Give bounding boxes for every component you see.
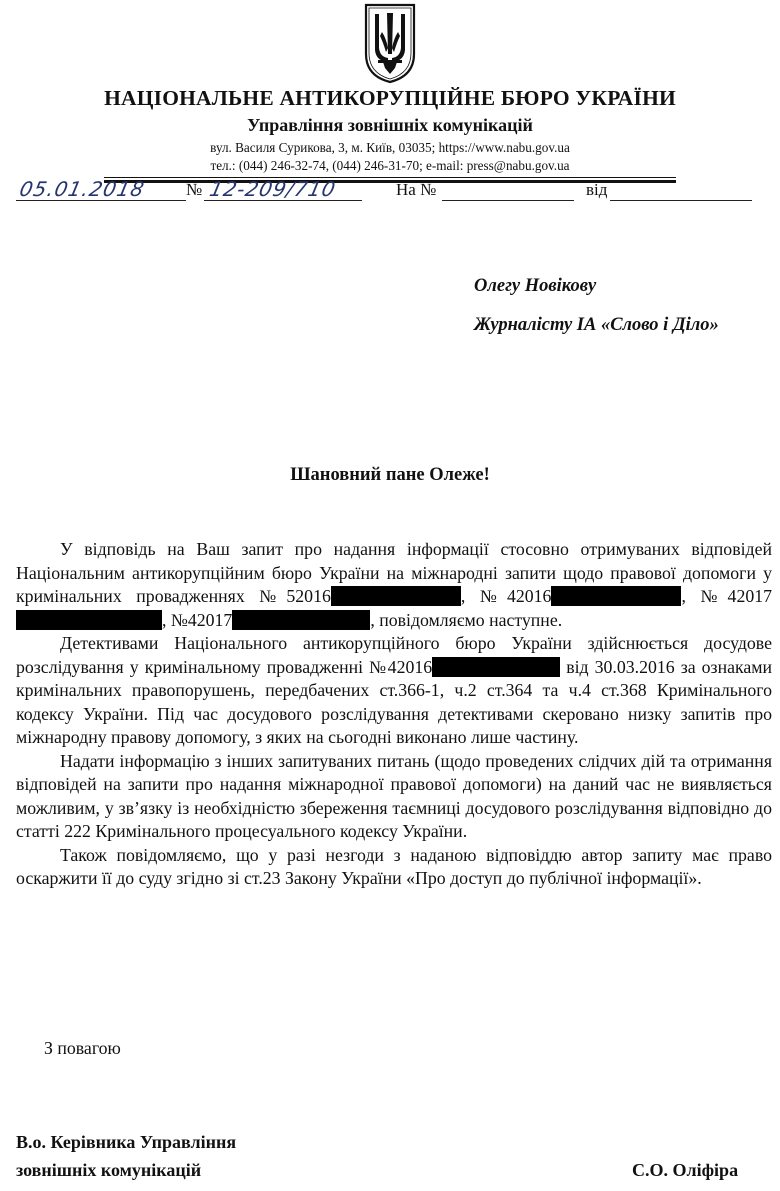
reply-to-date-label: від [586,180,608,199]
redacted-text [331,586,461,606]
outgoing-number-field [186,177,366,202]
redacted-text [551,586,681,606]
reply-to-date-field [586,180,756,202]
redacted-text [432,657,560,677]
signatory-position-line1: В.о. Керівника Управління [16,1132,237,1152]
salutation: Шановний пане Олеже! [290,465,490,485]
body-paragraph: Також повідомляємо, що у разі незгоди з наданою відповіддю автор запиту має право оскаржити її до суду згідно зі ст.23 Закону України «Про доступ до публічної інформації». [16,844,772,888]
letterhead-divider-thin [104,177,676,178]
org-department: Управління зовнішніх комунікацій [247,115,533,135]
org-contacts: тел.: (044) 246-32-74, (044) 246-31-70; e-mail: press@nabu.gov.ua [210,158,570,173]
closing-phrase: З повагою [44,1038,121,1058]
outgoing-number-handwritten: 12-209/710 [207,177,339,201]
signatory-position-line2: зовнішніх комунікацій [16,1160,202,1180]
tryzub-coat-of-arms-icon [362,2,418,84]
addressee-position: Журналісту ІА «Слово і Діло» [474,315,719,335]
body-paragraph: Детективами Національного антикорупційного бюро України здійснюється досудове розслідування у кримінальному провадженні №42016 від 30.03.2016 за ознаками кримінальних правопорушень, передбачених ст.366-1, ч.2 ст.364 та ч.4 ст.368 Кримінального кодексу України. Під час досудового розслідування детективами скеровано низку запитів про міжнародну правову допомогу, з яких на сьогодні виконано лише частину. [16,633,773,747]
body-paragraph: У відповідь на Ваш запит про надання інформації стосовно отримуваних відповідей Національним антикорупційним бюро України на міжнародні запити щодо правової допомоги у кримінальних провадженнях №52016 , №42016 , №42017, №42017 , повідомляємо наступне. [16,539,773,630]
redacted-text [16,610,162,630]
addressee-name: Олегу Новікову [474,276,597,296]
signatory-name: С.О. Оліфіра [632,1160,739,1180]
redacted-text [232,610,370,630]
outgoing-number-label: № [186,180,203,199]
org-title: НАЦІОНАЛЬНЕ АНТИКОРУПЦІЙНЕ БЮРО УКРАЇНИ [104,86,676,110]
outgoing-date-field [16,177,196,202]
reply-to-number-field [396,180,586,202]
letter-body [16,538,772,891]
outgoing-date-handwritten: 05.01.2018 [17,177,148,201]
body-paragraph: Надати інформацію з інших запитуваних питань (щодо проведених слідчих дій та отримання відповідей на запити про надання міжнародної правової допомоги) на даний час не виявляється можливим, у зв’язку із необхідністю збереження таємниці досудового розслідування відповідно до статті 222 Кримінального процесуального кодексу України. [16,750,772,841]
reply-to-label: На № [396,180,437,199]
org-address: вул. Василя Сурикова, 3, м. Київ, 03035; https://www.nabu.gov.ua [210,140,570,155]
